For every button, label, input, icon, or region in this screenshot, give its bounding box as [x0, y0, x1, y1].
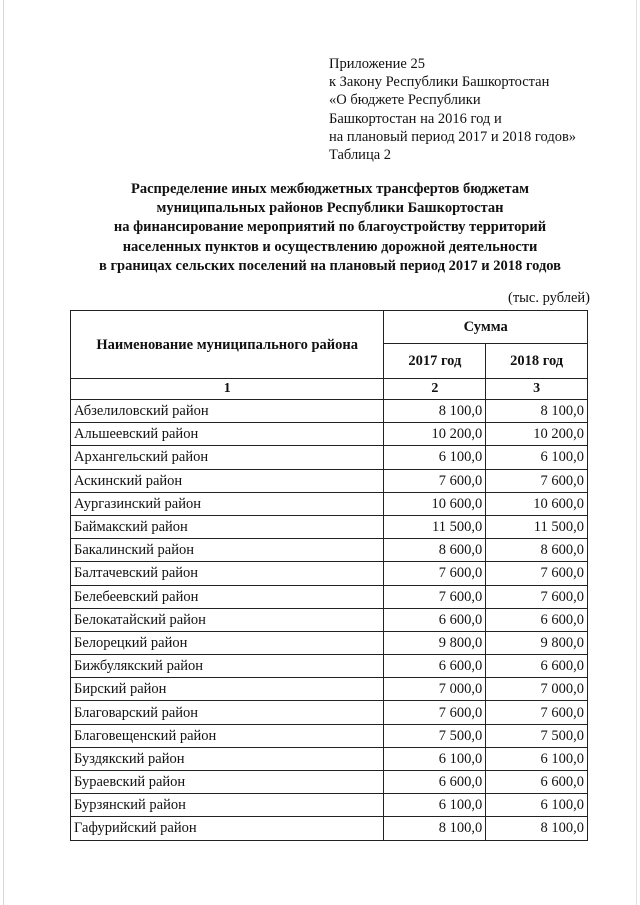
district-name-cell: Буздякский район	[71, 747, 384, 770]
district-name-cell: Гафурийский район	[71, 817, 384, 840]
district-name-cell: Благоварский район	[71, 701, 384, 724]
value-2018-cell: 6 600,0	[486, 655, 588, 678]
column-index-3: 3	[486, 379, 588, 400]
appendix-line: «О бюджете Республики	[329, 92, 481, 109]
value-2017-cell: 6 100,0	[384, 446, 486, 469]
value-2017-cell: 6 600,0	[384, 655, 486, 678]
appendix-line: Приложение 25	[329, 56, 425, 72]
header-year-2017: 2017 год	[384, 344, 486, 379]
table-row	[71, 515, 588, 538]
value-2017-cell: 7 000,0	[384, 678, 486, 701]
title-line: муниципальных районов Республики Башкортостан	[156, 200, 504, 217]
value-2018-cell: 7 600,0	[486, 562, 588, 585]
table-row	[71, 817, 588, 840]
table-row	[71, 400, 588, 423]
appendix-line: на плановый период 2017 и 2018 годов»	[329, 128, 577, 145]
value-2018-cell: 6 600,0	[486, 608, 588, 631]
value-2018-cell: 11 500,0	[486, 515, 588, 538]
district-name-cell: Аургазинский район	[71, 492, 384, 515]
district-name-cell: Белокатайский район	[71, 608, 384, 631]
value-2018-cell: 7 000,0	[486, 678, 588, 701]
value-2018-cell: 6 100,0	[486, 794, 588, 817]
value-2018-cell: 6 600,0	[486, 771, 588, 794]
value-2018-cell: 10 600,0	[486, 492, 588, 515]
value-2017-cell: 8 600,0	[384, 539, 486, 562]
table-row	[71, 423, 588, 446]
value-2017-cell: 6 600,0	[384, 771, 486, 794]
district-name-cell: Аскинский район	[71, 469, 384, 492]
appendix-line: Башкортостан на 2016 год и	[329, 110, 502, 127]
district-name-cell: Бурзянский район	[71, 794, 384, 817]
table-number: Таблица 2	[329, 147, 392, 164]
value-2017-cell: 6 600,0	[384, 608, 486, 631]
district-name-cell: Белорецкий район	[71, 631, 384, 654]
column-index-2: 2	[384, 379, 486, 400]
table-row	[71, 492, 588, 515]
value-2018-cell: 7 500,0	[486, 724, 588, 747]
table-row	[71, 724, 588, 747]
title-line: в границах сельских поселений на плановый период 2017 и 2018 годов	[98, 257, 561, 274]
district-name-cell: Альшеевский район	[71, 423, 384, 446]
table-row	[71, 678, 588, 701]
value-2018-cell: 7 600,0	[486, 469, 588, 492]
header-district-name: Наименование муниципального района	[71, 311, 384, 379]
value-2017-cell: 10 600,0	[384, 492, 486, 515]
table-row	[71, 446, 588, 469]
value-2018-cell: 9 800,0	[486, 631, 588, 654]
value-2018-cell: 8 100,0	[486, 400, 588, 423]
value-2017-cell: 8 100,0	[384, 817, 486, 840]
district-name-cell: Абзелиловский район	[71, 400, 384, 423]
value-2018-cell: 7 600,0	[486, 701, 588, 724]
value-2017-cell: 6 100,0	[384, 747, 486, 770]
value-2017-cell: 7 500,0	[384, 724, 486, 747]
value-2017-cell: 7 600,0	[384, 701, 486, 724]
value-2017-cell: 10 200,0	[384, 423, 486, 446]
value-2017-cell: 8 100,0	[384, 400, 486, 423]
district-name-cell: Архангельский район	[71, 446, 384, 469]
value-2018-cell: 8 100,0	[486, 817, 588, 840]
table-row	[71, 747, 588, 770]
column-index-1: 1	[71, 379, 384, 400]
table-row	[71, 771, 588, 794]
table-row	[71, 469, 588, 492]
value-2018-cell: 8 600,0	[486, 539, 588, 562]
district-name-cell: Бакалинский район	[71, 539, 384, 562]
value-2017-cell: 7 600,0	[384, 562, 486, 585]
title-line: Распределение иных межбюджетных трансфертов бюджетам	[131, 181, 529, 197]
value-2018-cell: 10 200,0	[486, 423, 588, 446]
value-2017-cell: 9 800,0	[384, 631, 486, 654]
appendix-header	[329, 55, 576, 164]
title-line: на финансирование мероприятий по благоустройству территорий	[113, 219, 547, 236]
page-edge-left	[3, 0, 4, 905]
value-2017-cell: 7 600,0	[384, 585, 486, 608]
page-edge-right	[636, 0, 637, 905]
units-label: (тыс. рублей)	[508, 290, 590, 306]
header-year-2018: 2018 год	[486, 344, 588, 379]
table-row	[71, 655, 588, 678]
district-name-cell: Бижбулякский район	[71, 655, 384, 678]
district-name-cell: Благовещенский район	[71, 724, 384, 747]
district-name-cell: Бураевский район	[71, 771, 384, 794]
value-2018-cell: 6 100,0	[486, 747, 588, 770]
table-row	[71, 701, 588, 724]
value-2017-cell: 6 100,0	[384, 794, 486, 817]
title-line: населенных пунктов и осуществлению дорожной деятельности	[122, 238, 538, 255]
table-row	[71, 794, 588, 817]
value-2017-cell: 11 500,0	[384, 515, 486, 538]
table-row	[71, 539, 588, 562]
table-row	[71, 562, 588, 585]
district-name-cell: Балтачевский район	[71, 562, 384, 585]
district-name-cell: Баймакский район	[71, 515, 384, 538]
transfers-table	[70, 310, 588, 841]
appendix-line: к Закону Республики Башкортостан	[329, 74, 550, 91]
table-row	[71, 608, 588, 631]
header-sum: Сумма	[384, 311, 588, 344]
value-2017-cell: 7 600,0	[384, 469, 486, 492]
table-row	[71, 631, 588, 654]
table-row	[71, 585, 588, 608]
document-title	[40, 180, 620, 276]
value-2018-cell: 6 100,0	[486, 446, 588, 469]
district-name-cell: Бирский район	[71, 678, 384, 701]
value-2018-cell: 7 600,0	[486, 585, 588, 608]
district-name-cell: Белебеевский район	[71, 585, 384, 608]
